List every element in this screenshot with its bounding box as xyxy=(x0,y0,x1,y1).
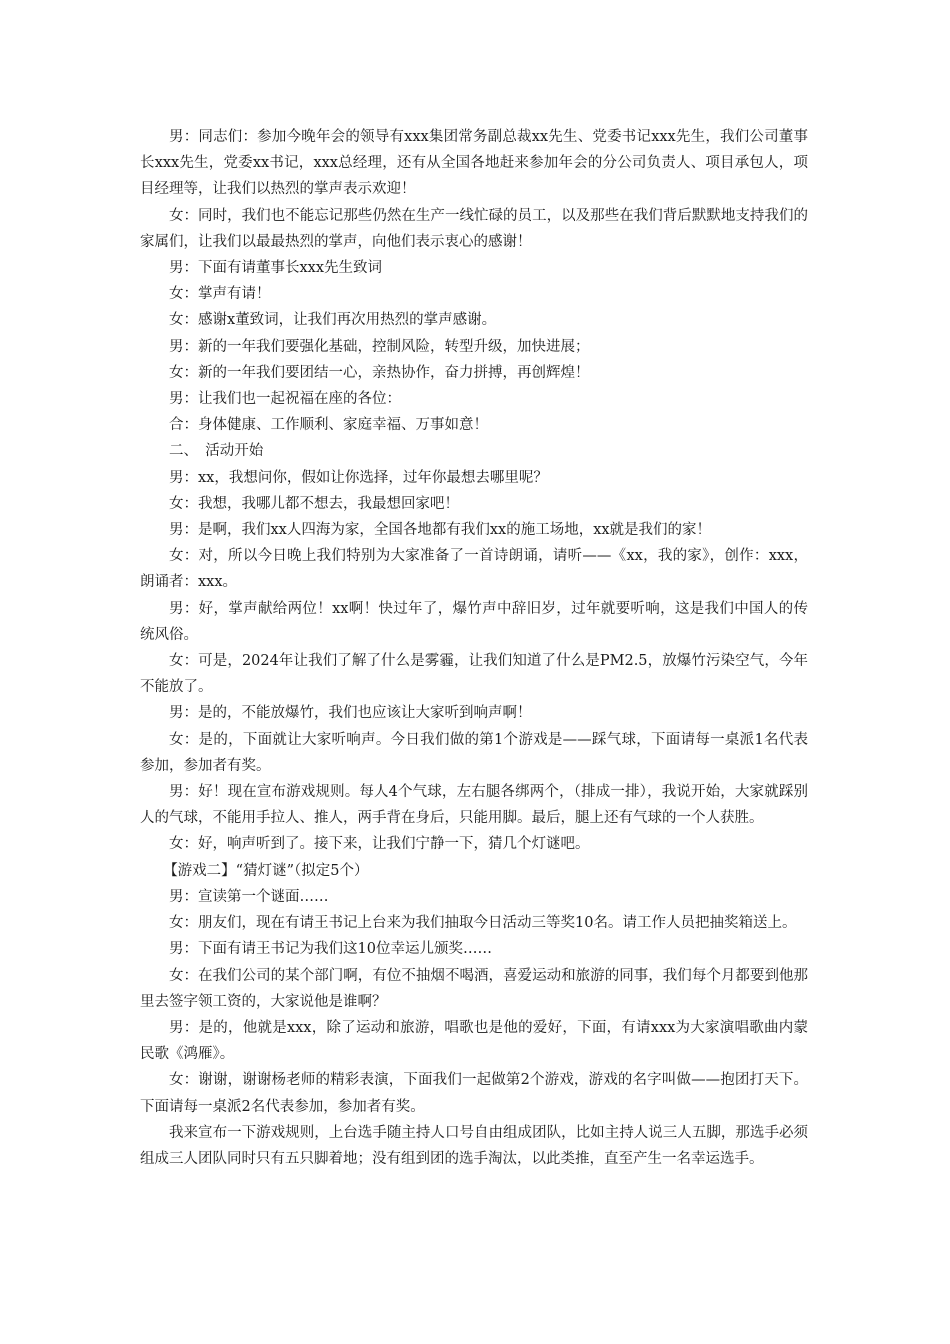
paragraph-riddle-intro: 女：好，响声听到了。接下来，让我们宁静一下，猜几个灯谜吧。 xyxy=(169,836,590,853)
paragraph-applause: 女：掌声有请！ xyxy=(169,286,271,303)
section-heading-game-two: 【游戏二】“猜灯谜”（拟定5个） xyxy=(163,862,369,879)
paragraph-award: 男：下面有请王书记为我们这10位幸运儿颁奖…… xyxy=(169,941,492,958)
paragraph-game-two-intro: 女：谢谢，谢谢杨老师的精彩表演，下面我们一起做第2个游戏，游戏的名字叫做——抱团打天下。下面请每一桌派2名代表参加，参加者有奖。 xyxy=(140,1072,808,1115)
paragraph-first-riddle: 男：宣读第一个谜面…… xyxy=(169,888,329,905)
document-body xyxy=(140,124,808,1172)
paragraph-game-one-rules: 男：好！现在宣布游戏规则。每人4个气球，左右腿各绑两个，（排成一排），我说开始，大家就踩别人的气球，不能用手拉人、推人，两手背在身后，只能用脚。最后，腿上还有气球的一个人获胜。 xyxy=(140,784,808,827)
paragraph-smog: 女：可是，2024年让我们了解了什么是雾霾，让我们知道了什么是PM2.5，放爆竹污染空气，今年不能放了。 xyxy=(140,653,808,696)
paragraph-game-one-intro: 女：是的，下面就让大家听响声。今日我们做的第1个游戏是——踩气球，下面请每一桌派1名代表参加，参加者有奖。 xyxy=(140,731,808,774)
paragraph-poem-intro: 女：对，所以今日晚上我们特别为大家准备了一首诗朗诵，请听——《xx，我的家》，创作：xxx，朗诵者：xxx。 xyxy=(140,548,808,591)
paragraph-answer-home: 女：我想，我哪儿都不想去，我最想回家吧！ xyxy=(169,495,459,512)
paragraph-game-two-rules: 我来宣布一下游戏规则，上台选手随主持人口号自由组成团队，比如主持人说三人五脚，那选手必须组成三人团队同时只有五只脚着地；没有组到团的选手淘汰，以此类推，直至产生一名幸运选手。 xyxy=(140,1124,808,1167)
paragraph-opening-welcome: 男：同志们：参加今晚年会的领导有xxx集团常务副总裁xx先生、党委书记xxx先生，我们公司董事长xxx先生，党委xx书记，xxx总经理，还有从全国各地赶来参加年会的分公司负责人、项目承包人，项目经理等，让我们以热烈的掌声表示欢迎！ xyxy=(140,129,808,198)
paragraph-song-intro: 男：是的，他就是xxx，除了运动和旅游，唱歌也是他的爱好，下面，有请xxx为大家演唱歌曲内蒙民歌《鸿雁》。 xyxy=(140,1019,808,1063)
paragraph-firecrackers: 男：好，掌声献给两位！xx啊！快过年了，爆竹声中辞旧岁，过年就要听响，这是我们中国人的传统风俗。 xyxy=(140,600,808,643)
section-heading-activity-start: 二、 活动开始 xyxy=(169,443,264,460)
paragraph-blessing-intro: 男：让我们也一起祝福在座的各位： xyxy=(169,391,401,408)
paragraph-chairman-intro: 男：下面有请董事长xxx先生致词 xyxy=(169,260,383,277)
paragraph-new-year-goal-2: 女：新的一年我们要团结一心，亲热协作，奋力拼搏，再创辉煌！ xyxy=(169,364,590,381)
paragraph-make-noise: 男：是的，不能放爆竹，我们也应该让大家听到响声啊！ xyxy=(169,705,532,722)
paragraph-new-year-goal-1: 男：新的一年我们要强化基础，控制风险，转型升级，加快进展； xyxy=(169,338,590,355)
paragraph-thanks-speech: 女：感谢x董致词，让我们再次用热烈的掌声感谢。 xyxy=(169,312,497,329)
paragraph-lottery: 女：朋友们，现在有请王书记上台来为我们抽取今日活动三等奖10名。请工作人员把抽奖箱送上。 xyxy=(169,915,797,932)
paragraph-thanks-staff: 女：同时，我们也不能忘记那些仍然在生产一线忙碌的员工，以及那些在我们背后默默地支持我们的家属们，让我们以最最热烈的掌声，向他们表示衷心的感谢！ xyxy=(140,207,808,250)
paragraph-colleague-intro: 女：在我们公司的某个部门啊，有位不抽烟不喝酒，喜爱运动和旅游的同事，我们每个月都要到他那里去签字领工资的，大家说他是谁啊？ xyxy=(140,967,808,1010)
paragraph-question-home: 男：xx，我想问你，假如让你选择，过年你最想去哪里呢？ xyxy=(169,469,548,486)
paragraph-blessing: 合：身体健康、工作顺利、家庭幸福、万事如意！ xyxy=(169,417,488,434)
paragraph-our-home: 男：是啊，我们xx人四海为家，全国各地都有我们xx的施工场地，xx就是我们的家！ xyxy=(169,522,712,539)
